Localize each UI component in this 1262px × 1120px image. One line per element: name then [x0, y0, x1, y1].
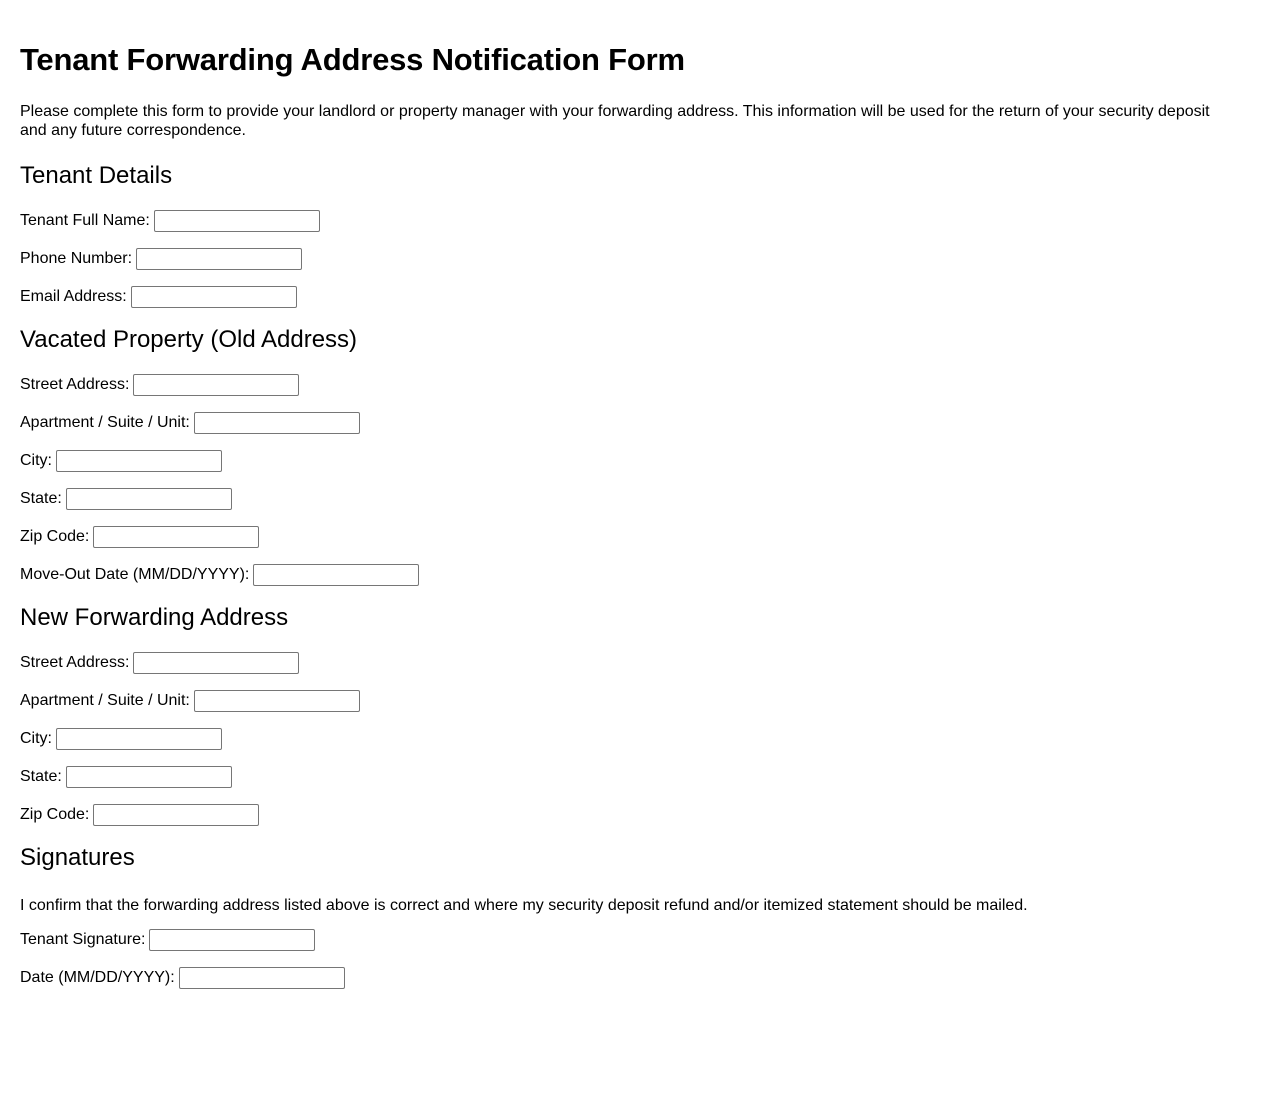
- old-street-address-input[interactable]: [133, 374, 299, 396]
- label-old-zip: Zip Code:: [20, 528, 90, 545]
- field-old-unit: [20, 412, 1242, 434]
- tenant-full-name-input[interactable]: [154, 210, 320, 232]
- confirmation-text: I confirm that the forwarding address listed above is correct and where my security deposit refund and/or itemized statement should be mailed.: [20, 897, 1028, 914]
- label-phone-number: Phone Number:: [20, 250, 133, 267]
- page-title: Tenant Forwarding Address Notification Form: [20, 42, 685, 77]
- field-new-city: [20, 728, 1242, 750]
- signature-date-input[interactable]: [179, 967, 345, 989]
- old-state-input[interactable]: [66, 488, 232, 510]
- new-city-input[interactable]: [56, 728, 222, 750]
- intro-text: Please complete this form to provide your landlord or property manager with your forwarding address. This information will be used for the return of your security deposit and any future correspondence.: [20, 103, 1210, 139]
- tenant-signature-input[interactable]: [149, 929, 315, 951]
- phone-number-input[interactable]: [136, 248, 302, 270]
- section-heading-tenant-details: Tenant Details: [20, 162, 173, 189]
- field-new-zip: [20, 804, 1242, 826]
- field-signature-date: [20, 967, 1242, 989]
- new-address-section: [20, 604, 1242, 826]
- label-signature-date: Date (MM/DD/YYYY):: [20, 969, 175, 986]
- new-zip-input[interactable]: [93, 804, 259, 826]
- label-new-unit: Apartment / Suite / Unit:: [20, 692, 190, 709]
- label-tenant-full-name: Tenant Full Name:: [20, 212, 150, 229]
- field-phone-number: [20, 248, 1242, 270]
- field-new-street-address: [20, 652, 1242, 674]
- field-tenant-signature: [20, 929, 1242, 951]
- label-old-street-address: Street Address:: [20, 376, 130, 393]
- field-email-address: [20, 286, 1242, 308]
- field-old-state: [20, 488, 1242, 510]
- section-heading-old-address: Vacated Property (Old Address): [20, 326, 358, 353]
- section-heading-signatures: Signatures: [20, 844, 135, 871]
- field-old-city: [20, 450, 1242, 472]
- tenant-details-section: [20, 162, 1242, 308]
- label-new-city: City:: [20, 730, 52, 747]
- label-new-state: State:: [20, 768, 62, 785]
- email-address-input[interactable]: [131, 286, 297, 308]
- field-tenant-full-name: [20, 210, 1242, 232]
- old-address-section: [20, 326, 1242, 586]
- old-zip-input[interactable]: [93, 526, 259, 548]
- new-unit-input[interactable]: [194, 690, 360, 712]
- old-city-input[interactable]: [56, 450, 222, 472]
- label-new-street-address: Street Address:: [20, 654, 130, 671]
- move-out-date-input[interactable]: [253, 564, 419, 586]
- label-tenant-signature: Tenant Signature:: [20, 931, 146, 948]
- section-heading-new-address: New Forwarding Address: [20, 604, 289, 631]
- label-new-zip: Zip Code:: [20, 806, 90, 823]
- new-state-input[interactable]: [66, 766, 232, 788]
- field-new-state: [20, 766, 1242, 788]
- field-old-street-address: [20, 374, 1242, 396]
- field-new-unit: [20, 690, 1242, 712]
- label-old-state: State:: [20, 490, 62, 507]
- label-move-out-date: Move-Out Date (MM/DD/YYYY):: [20, 566, 250, 583]
- label-old-city: City:: [20, 452, 52, 469]
- old-unit-input[interactable]: [194, 412, 360, 434]
- field-move-out-date: [20, 564, 1242, 586]
- new-street-address-input[interactable]: [133, 652, 299, 674]
- field-old-zip: [20, 526, 1242, 548]
- label-email-address: Email Address:: [20, 288, 127, 305]
- label-old-unit: Apartment / Suite / Unit:: [20, 414, 190, 431]
- signatures-section: [20, 844, 1242, 989]
